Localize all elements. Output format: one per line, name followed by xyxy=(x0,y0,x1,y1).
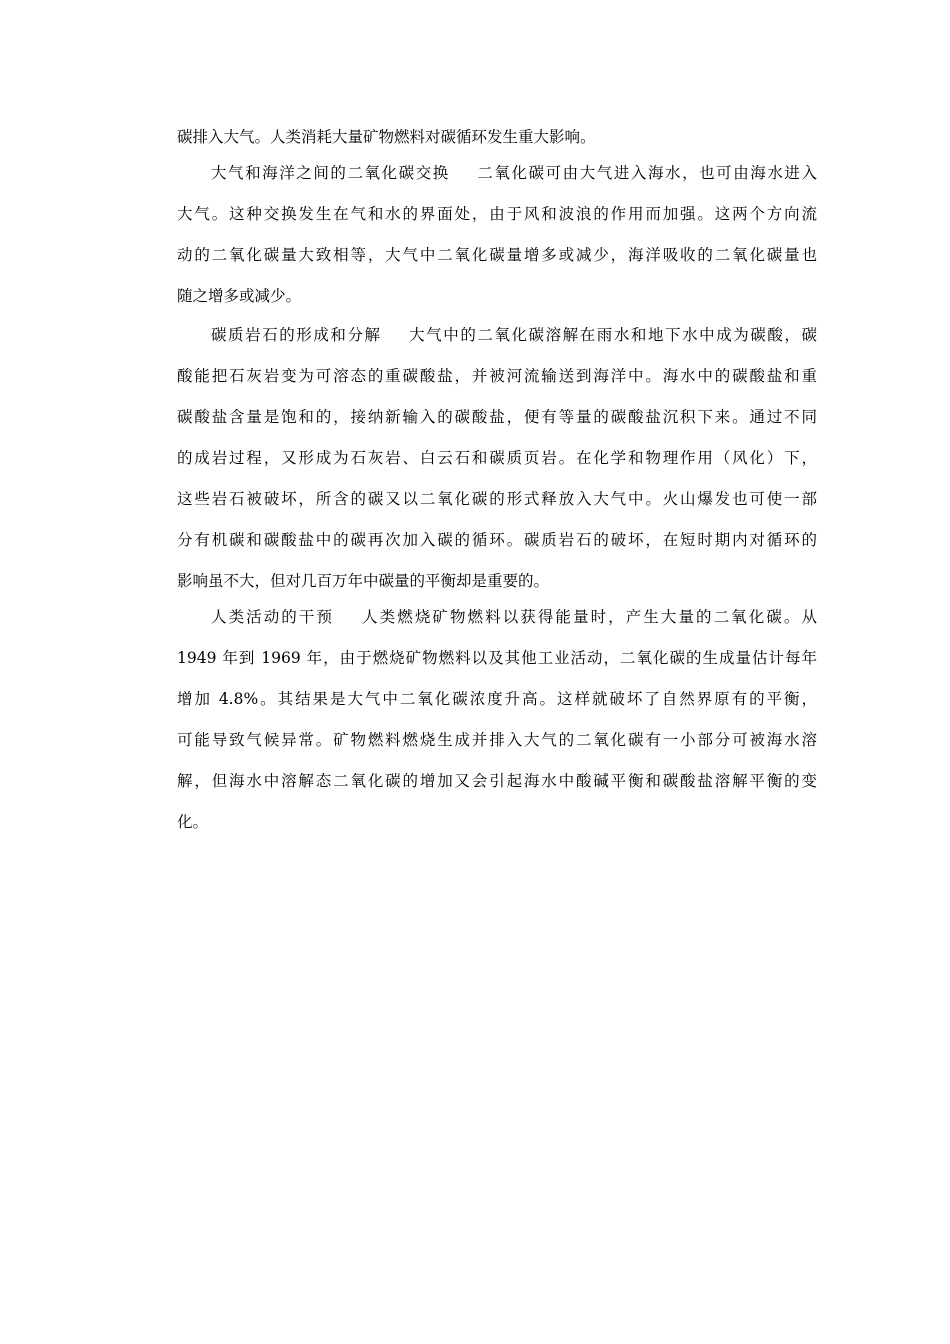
line-text: 大气。这种交换发生在气和水的界面处，由于风和波浪的作用而加强。这两个方向流 xyxy=(177,205,817,223)
text-line xyxy=(177,689,817,709)
section-title: 人类活动的干预 xyxy=(211,608,335,626)
line-text: 这些岩石被破坏，所含的碳又以二氧化碳的形式释放入大气中。火山爆发也可使一部 xyxy=(177,490,817,508)
text-line xyxy=(177,407,817,427)
text-line xyxy=(177,771,817,791)
section-text: 人类燃烧矿物燃料以获得能量时，产生大量的二氧化碳。从 xyxy=(360,608,817,626)
text-line xyxy=(177,812,817,832)
text-line xyxy=(177,448,817,468)
line-text: 随之增多或减少。 xyxy=(177,287,302,305)
text-line xyxy=(177,730,817,750)
text-line xyxy=(177,204,817,224)
text-line xyxy=(177,648,817,668)
section-heading-line xyxy=(211,163,817,183)
line-text: 的成岩过程，又形成为石灰岩、白云石和碳质页岩。在化学和物理作用（风化）下， xyxy=(177,449,817,467)
text-line xyxy=(177,127,817,147)
line-text: 1949 年到 1969 年，由于燃烧矿物燃料以及其他工业活动，二氧化碳的生成量估计每年 xyxy=(177,649,817,667)
line-text: 碳酸盐含量是饱和的，接纳新输入的碳酸盐，便有等量的碳酸盐沉积下来。通过不同 xyxy=(177,408,817,426)
section-text: 二氧化碳可由大气进入海水，也可由海水进入 xyxy=(475,164,817,182)
text-line xyxy=(177,489,817,509)
section-title: 大气和海洋之间的二氧化碳交换 xyxy=(211,164,450,182)
text-line xyxy=(177,286,817,306)
line-text: 影响虽不大，但对几百万年中碳量的平衡却是重要的。 xyxy=(177,572,550,590)
line-text: 分有机碳和碳酸盐中的碳再次加入碳的循环。碳质岩石的破坏，在短时期内对循环的 xyxy=(177,531,817,549)
section-heading-line xyxy=(211,607,817,627)
line-text: 碳排入大气。人类消耗大量矿物燃料对碳循环发生重大影响。 xyxy=(177,128,596,146)
text-line xyxy=(177,245,817,265)
line-text: 可能导致气候异常。矿物燃料燃烧生成并排入大气的二氧化碳有一小部分可被海水溶 xyxy=(177,731,817,749)
text-line xyxy=(177,366,817,386)
line-text: 动的二氧化碳量大致相等，大气中二氧化碳量增多或减少，海洋吸收的二氧化碳量也 xyxy=(177,246,817,264)
line-text: 解，但海水中溶解态二氧化碳的增加又会引起海水中酸碱平衡和碳酸盐溶解平衡的变 xyxy=(177,772,817,790)
line-text: 增加 4.8%。其结果是大气中二氧化碳浓度升高。这样就破坏了自然界原有的平衡， xyxy=(177,690,817,708)
section-heading-line xyxy=(211,325,817,345)
section-text: 大气中的二氧化碳溶解在雨水和地下水中成为碳酸，碳 xyxy=(407,326,817,344)
section-title: 碳质岩石的形成和分解 xyxy=(211,326,382,344)
text-line xyxy=(177,530,817,550)
line-text: 化。 xyxy=(177,813,209,831)
line-text: 酸能把石灰岩变为可溶态的重碳酸盐，并被河流输送到海洋中。海水中的碳酸盐和重 xyxy=(177,367,817,385)
text-line xyxy=(177,571,817,591)
